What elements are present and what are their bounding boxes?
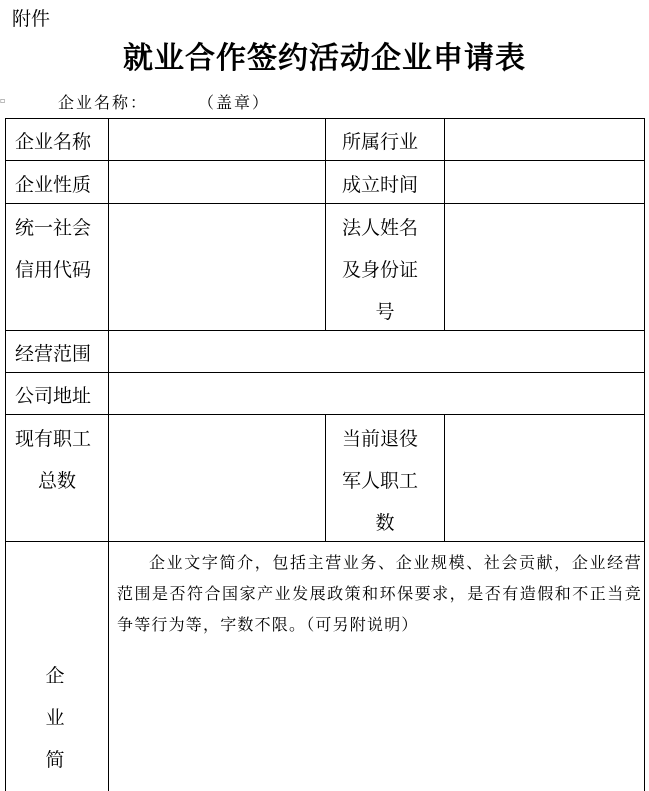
label-established: 成立时间 bbox=[342, 174, 419, 196]
label-legal-rep-3: 号 bbox=[375, 301, 395, 323]
label-intro-char: 业 bbox=[45, 707, 65, 729]
input-nature[interactable] bbox=[109, 161, 325, 203]
page-title: 就业合作签约活动企业申请表 bbox=[123, 41, 526, 76]
label-credit-code-1: 统一社会 bbox=[15, 217, 92, 239]
input-veterans[interactable] bbox=[445, 415, 644, 541]
label-employees-2: 总数 bbox=[37, 470, 76, 492]
label-intro bbox=[40, 655, 70, 781]
company-name-line bbox=[58, 90, 270, 113]
intro-instructions[interactable]: 企业文字简介，包括主营业务、企业规模、社会贡献，企业经营范围是否符合国家产业发展政策和环保要求，是否有造假和不正当竞争等行为等，字数不限。（可另附说明） bbox=[117, 553, 642, 634]
input-employees[interactable] bbox=[109, 415, 325, 541]
label-nature: 企业性质 bbox=[15, 174, 92, 196]
input-established[interactable] bbox=[445, 161, 644, 203]
label-intro-char: 企 bbox=[45, 665, 65, 687]
company-name-label: 企业名称： bbox=[58, 93, 149, 112]
label-industry: 所属行业 bbox=[342, 131, 419, 153]
input-legal-rep[interactable] bbox=[445, 204, 644, 330]
label-veterans-2: 军人职工 bbox=[342, 470, 419, 492]
label-intro-char: 简 bbox=[45, 749, 65, 771]
input-address[interactable] bbox=[109, 373, 644, 414]
label-legal-rep-1: 法人姓名 bbox=[342, 217, 419, 239]
label-employees-1: 现有职工 bbox=[15, 428, 92, 450]
label-address: 公司地址 bbox=[15, 385, 92, 407]
label-veterans-3: 数 bbox=[375, 512, 395, 534]
row-divider bbox=[5, 541, 645, 542]
table-border-left bbox=[5, 118, 6, 791]
label-scope: 经营范围 bbox=[15, 343, 92, 365]
label-credit-code-2: 信用代码 bbox=[15, 259, 92, 281]
label-company-name: 企业名称 bbox=[15, 131, 92, 153]
label-legal-rep-2: 及身份证 bbox=[342, 259, 419, 281]
input-company-name[interactable] bbox=[109, 119, 325, 160]
input-credit-code[interactable] bbox=[109, 204, 325, 330]
input-industry[interactable] bbox=[445, 119, 644, 160]
label-veterans-1: 当前退役 bbox=[342, 428, 419, 450]
seal-label: （盖章） bbox=[206, 93, 271, 112]
table-border-right bbox=[644, 118, 645, 791]
input-scope[interactable] bbox=[109, 331, 644, 372]
margin-marker: ▫ bbox=[0, 96, 6, 105]
attachment-label: 附件 bbox=[12, 8, 51, 30]
